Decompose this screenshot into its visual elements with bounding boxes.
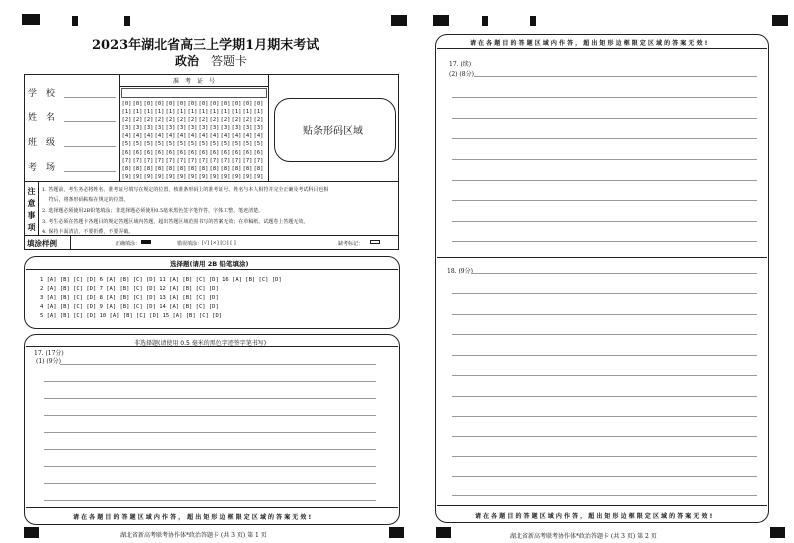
zhunkao-column[interactable]: [0] [1] [2] [3] [4] [5] [6] [7] [8] [9] <box>132 101 143 180</box>
mcq-row[interactable]: 4 [A] [B] [C] [D] 9 [A] [B] [C] [D] 14 [A] [B] [C] [D] <box>40 304 219 310</box>
subject-label: 政治 <box>175 54 200 68</box>
answer-line[interactable] <box>452 314 757 315</box>
field-class: 班 级 <box>28 138 56 148</box>
zhunkao-column[interactable]: [0] [1] [2] [3] [4] [5] [6] [7] [8] [9] <box>253 101 264 180</box>
q17-cont-label: 17. (续) <box>449 61 472 68</box>
answer-line[interactable] <box>452 355 757 356</box>
answer-line[interactable] <box>452 118 757 119</box>
q18-label: 18. (9分) <box>447 268 473 275</box>
fill-wrong-marks: [√] [×] [○] [ ] <box>202 240 236 246</box>
answer-line[interactable] <box>44 500 376 501</box>
registration-mark <box>482 16 488 26</box>
page2-answer-frame <box>435 34 769 523</box>
answer-line[interactable] <box>472 273 757 274</box>
absent-checkbox[interactable] <box>370 240 380 244</box>
field-school: 学 校 <box>28 89 56 99</box>
fill-correct-label: 正确填涂： <box>115 241 141 247</box>
answer-line[interactable] <box>452 436 757 437</box>
answer-line[interactable] <box>452 416 757 417</box>
registration-mark <box>436 527 451 538</box>
nonmcq-title: 非选择题(请使用 0.5 毫米的黑色字迹签字笔书写) <box>134 340 267 347</box>
notes-divider <box>38 182 39 236</box>
info-divider <box>119 86 268 87</box>
answer-line[interactable] <box>44 398 376 399</box>
note-3: 3. 考生必须在答题卡各题目的规定答题区域内答题，超出答题区域范围书写的答案无效；在草稿纸、试题卷上答题无效。 <box>42 219 309 225</box>
q17-label: 17. (17分) <box>34 350 64 357</box>
answer-line[interactable] <box>474 76 757 77</box>
zhunkao-column[interactable]: [0] [1] [2] [3] [4] [5] [6] [7] [8] [9] <box>198 101 209 180</box>
page-title: 2023年湖北省高三上学期1月期末考试 <box>92 38 320 53</box>
registration-mark <box>22 14 40 25</box>
info-divider <box>268 74 269 182</box>
answer-line[interactable] <box>452 241 757 242</box>
answer-line[interactable] <box>44 432 376 433</box>
answer-line[interactable] <box>452 138 757 139</box>
answer-line[interactable] <box>60 364 376 365</box>
nonmcq-title-underline <box>26 346 398 347</box>
mcq-row[interactable]: 2 [A] [B] [C] [D] 7 [A] [B] [C] [D] 12 [A] [B] [C] [D] <box>40 286 219 292</box>
zhunkao-column[interactable]: [0] [1] [2] [3] [4] [5] [6] [7] [8] [9] <box>176 101 187 180</box>
nonmcq-section <box>24 334 400 525</box>
field-school-input[interactable] <box>64 97 116 98</box>
mcq-title: 选择题(请用 2B 铅笔填涂) <box>170 260 249 268</box>
answer-line[interactable] <box>452 476 757 477</box>
mcq-row[interactable]: 1 [A] [B] [C] [D] 6 [A] [B] [C] [D] 11 [A] [B] [C] [D] 16 [A] [B] [C] [D] <box>40 277 282 283</box>
note-1b: 符后，将条形码粘贴在规定的位置。 <box>42 197 129 203</box>
fill-sample-label: 填涂样例 <box>27 239 57 248</box>
section-divider <box>437 257 767 258</box>
field-room: 考 场 <box>28 163 56 173</box>
answer-line[interactable] <box>452 159 757 160</box>
zhunkao-column[interactable]: [0] [1] [2] [3] [4] [5] [6] [7] [8] [9] <box>154 101 165 180</box>
answer-line[interactable] <box>452 180 757 181</box>
zhunkao-column[interactable]: [0] [1] [2] [3] [4] [5] [6] [7] [8] [9] <box>121 101 132 180</box>
zhunkao-label: 准 考 证 号 <box>173 78 216 85</box>
mcq-row[interactable]: 3 [A] [B] [C] [D] 8 [A] [B] [C] [D] 13 [A] [B] [C] [D] <box>40 295 219 301</box>
field-room-input[interactable] <box>64 171 116 172</box>
answer-line[interactable] <box>452 97 757 98</box>
page1-footer: 湖北省新高考联考协作体*政治答题卡 (共 3 页) 第 1 页 <box>120 532 267 539</box>
zhunkao-write-row[interactable] <box>121 88 267 98</box>
zhunkao-column[interactable]: [0] [1] [2] [3] [4] [5] [6] [7] [8] [9] <box>165 101 176 180</box>
zhunkao-column[interactable]: [0] [1] [2] [3] [4] [5] [6] [7] [8] [9] <box>143 101 154 180</box>
info-divider <box>119 74 120 182</box>
zhunkao-column[interactable]: [0] [1] [2] [3] [4] [5] [6] [7] [8] [9] <box>231 101 242 180</box>
answer-line[interactable] <box>452 456 757 457</box>
zhunkao-column[interactable]: [0] [1] [2] [3] [4] [5] [6] [7] [8] [9] <box>209 101 220 180</box>
answer-line[interactable] <box>452 375 757 376</box>
warning-divider <box>26 507 398 508</box>
page2-bottom-divider <box>437 505 767 506</box>
answer-line[interactable] <box>452 293 757 294</box>
q17-2-label: (2) (8分) <box>449 71 474 78</box>
registration-mark <box>124 16 130 26</box>
fill-correct-mark <box>141 240 151 244</box>
registration-mark <box>72 16 78 26</box>
answer-line[interactable] <box>452 221 757 222</box>
mcq-title-underline <box>26 269 398 270</box>
answer-line[interactable] <box>44 381 376 382</box>
answer-line[interactable] <box>452 334 757 335</box>
q17-1-label: (1) (9分) <box>36 358 61 365</box>
mcq-row[interactable]: 5 [A] [B] [C] [D] 10 [A] [B] [C] [D] 15 [A] [B] [C] [D] <box>40 313 223 319</box>
page2-top-divider <box>437 48 767 49</box>
zhunkao-column[interactable]: [0] [1] [2] [3] [4] [5] [6] [7] [8] [9] <box>242 101 253 180</box>
answer-line[interactable] <box>44 483 376 484</box>
registration-mark <box>433 15 449 26</box>
field-class-input[interactable] <box>64 146 116 147</box>
answer-line[interactable] <box>44 449 376 450</box>
field-name: 姓 名 <box>28 113 56 123</box>
warning-text: 请 在 各 题 目 的 答 题 区 域 内 作 答 ， 超 出 矩 形 边 框 限 定 区 域 的 答 案 无 效 ! <box>73 514 312 521</box>
card-label: 答题卡 <box>211 54 248 68</box>
zhunkao-column[interactable]: [0] [1] [2] [3] [4] [5] [6] [7] [8] [9] <box>187 101 198 180</box>
answer-line[interactable] <box>44 415 376 416</box>
answer-line[interactable] <box>452 495 757 496</box>
notes-label: 注 意 事 项 <box>27 186 36 232</box>
registration-mark <box>24 527 39 538</box>
fill-wrong-label: 错误填涂： <box>177 241 203 247</box>
note-2: 2. 选择题必须使用2B铅笔填涂；非选择题必须使用0.5毫米黑色签字笔作答，字体工整、笔迹清楚。 <box>42 208 264 214</box>
zhunkao-column[interactable]: [0] [1] [2] [3] [4] [5] [6] [7] [8] [9] <box>220 101 231 180</box>
answer-line[interactable] <box>452 200 757 201</box>
absent-label: 缺考标记： <box>338 241 364 247</box>
answer-line[interactable] <box>44 466 376 467</box>
note-4: 4. 保持卡面清洁，不要折叠，不要弄破。 <box>42 229 134 235</box>
page2-warning-bottom: 请 在 各 题 目 的 答 题 区 域 内 作 答 ， 超 出 矩 形 边 框 限 定 区 域 的 答 案 无 效 ! <box>475 513 713 520</box>
note-1: 1. 答题前，考生务必将姓名、准考证号填写在规定的位置，核准条形码上的准考证号、姓名与本人相符并完全正确及考试科目也相 <box>42 187 329 193</box>
registration-mark <box>770 527 785 538</box>
fill-sample-divider <box>70 236 71 250</box>
answer-line[interactable] <box>452 396 757 397</box>
barcode-label: 贴条形码区域 <box>303 126 363 137</box>
page2-warning-top: 请 在 各 题 目 的 答 题 区 域 内 作 答 ， 超 出 矩 形 边 框 限 定 区 域 的 答 案 无 效 ! <box>470 40 708 47</box>
registration-mark <box>772 15 788 26</box>
registration-mark <box>389 527 404 538</box>
page2-footer: 湖北省新高考联考协作体*政治答题卡 (共 3 页) 第 2 页 <box>510 533 657 540</box>
registration-mark <box>530 16 536 26</box>
registration-mark <box>391 15 407 26</box>
field-name-input[interactable] <box>64 121 116 122</box>
